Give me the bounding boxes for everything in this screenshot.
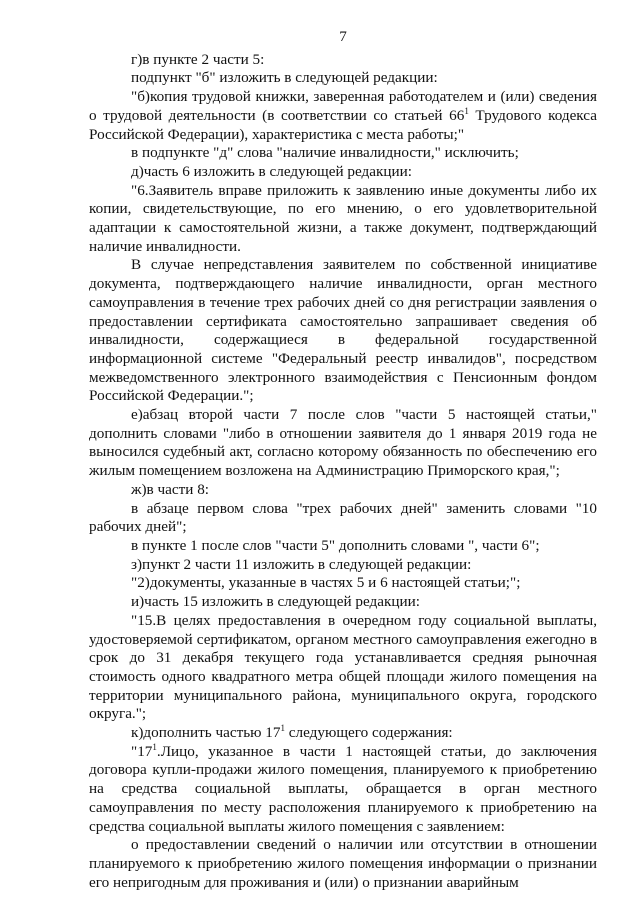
paragraph-12: з)пункт 2 части 11 изложить в следующей редакции:: [131, 555, 472, 573]
paragraph-18: о предоставлении сведений о наличии или отсутствии в отношении планируемого к приобретению жилого помещения информации о признании его непригодным для проживания и (или) о признании аварийным: [89, 836, 597, 891]
document-page: [89, 28, 597, 892]
paragraph-5: д)часть 6 изложить в следующей редакции:: [131, 162, 412, 180]
paragraph-8: е)абзац второй части 7 после слов "части 5 настоящей статьи," дополнить словами "либо в отношении заявителя до 1 января 2019 года не выносился судебный акт, согласно которому обязанность по обеспечению его жилым помещением возложена на Администрацию Приморского края,";: [89, 406, 597, 480]
superscript: 1: [152, 741, 157, 752]
paragraph-13: "2)документы, указанные в частях 5 и 6 настоящей статьи;";: [131, 574, 521, 592]
paragraph-10: в абзаце первом слова "трех рабочих дней" заменить словами "10 рабочих дней";: [89, 499, 597, 536]
paragraph-7: В случае непредставления заявителем по собственной инициативе документа, подтверждающего наличие инвалидности, орган местного самоуправления в течение трех рабочих дней со дня регистрации заявления о предоставлении сертификата самостоятельно запрашивает сведения об инвалидности, содержащиеся в федеральной государственной информационной системе "Федеральный реестр инвалидов", посредством межведомственного электронного взаимодействия с Пенсионным фондом Российской Федерации.";: [89, 256, 597, 405]
paragraph-16-text-b: следующего содержания:: [285, 724, 453, 742]
paragraph-14: и)часть 15 изложить в следующей редакции:: [131, 593, 420, 611]
paragraph-3-text-a: "б)копия трудовой книжки, заверенная работодателем и (или) сведения о трудовой деятельности (в соответствии со статьей 66: [89, 88, 597, 124]
paragraph-3: [89, 88, 597, 144]
superscript: 1: [280, 722, 285, 733]
paragraph-15: "15.В целях предоставления в очередном году социальной выплаты, удостоверяемой сертификатом, органом местного самоуправления ежегодно в срок до 31 декабря текущего года устанавливается средняя рыночная стоимость одного квадратного метра общей площади жилого помещения на территории муниципального района, муниципального округа, городского округа.";: [89, 611, 597, 723]
paragraph-3-text-b: Трудового кодекса Российской Федерации), характеристика с места работы;": [89, 106, 597, 143]
paragraph-4: в подпункте "д" слова "наличие инвалидности," исключить;: [131, 144, 519, 162]
page-number: 7: [339, 28, 347, 45]
paragraph-11: в пункте 1 после слов "части 5" дополнить словами ", части 6";: [131, 536, 540, 554]
paragraph-17: [89, 743, 597, 837]
paragraph-16-text-a: к)дополнить частью 17: [131, 724, 281, 742]
paragraph-17-text-a: "17: [131, 742, 153, 760]
paragraph-16: [89, 724, 597, 743]
paragraph-1: г)в пункте 2 части 5:: [131, 50, 265, 68]
paragraph-17-text-b: .Лицо, указанное в части 1 настоящей статьи, до заключения договора купли-продажи жилого помещения, планируемого к приобретению на средства социальной выплаты, обращается в орган местного самоуправления по месту расположения планируемого к приобретению на средства социальной выплаты жилого помещения с заявлением:: [89, 742, 597, 835]
paragraph-2: подпункт "б" изложить в следующей редакции:: [131, 69, 438, 87]
paragraph-9: ж)в части 8:: [131, 480, 210, 498]
paragraph-6: "6.Заявитель вправе приложить к заявлению иные документы либо их копии, свидетельствующие, по его мнению, о его удовлетворительной адаптации к самостоятельной жизни, а также документ, подтверждающий наличие инвалидности.: [89, 181, 597, 255]
superscript: 1: [464, 105, 469, 116]
